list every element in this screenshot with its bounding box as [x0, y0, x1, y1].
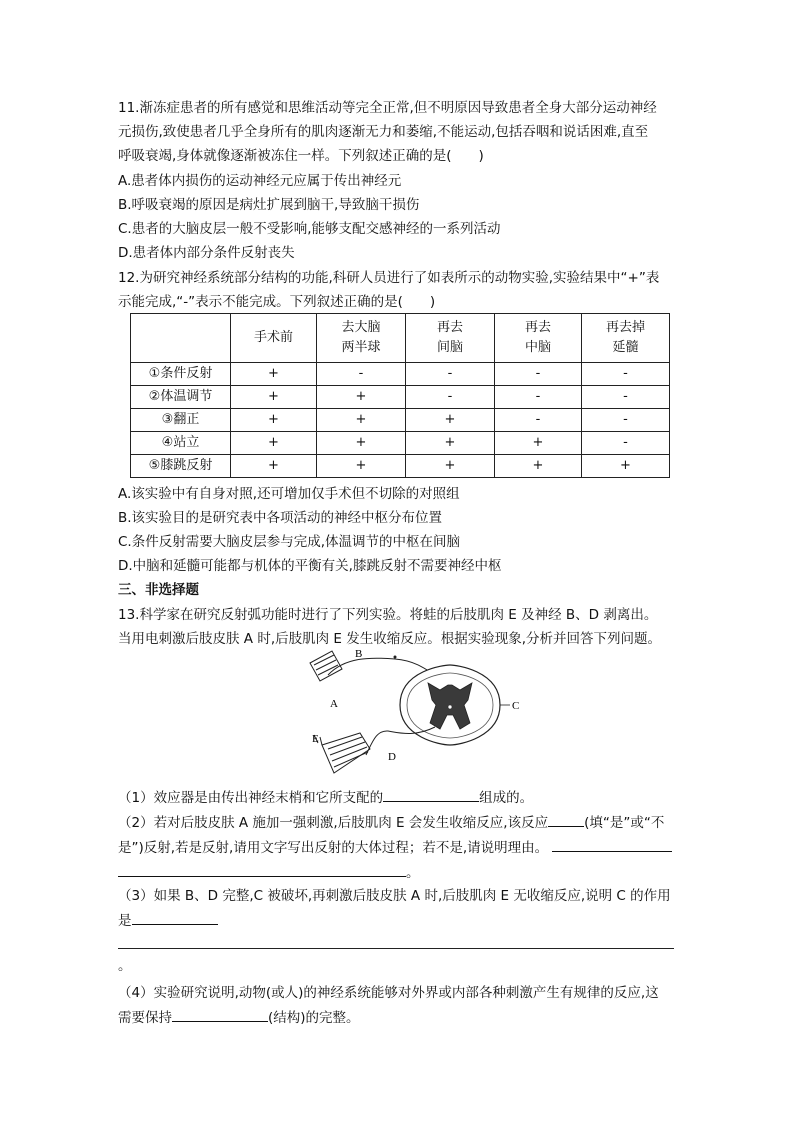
q13-p2-text-2: 是”)反射,若是反射,请用文字写出反射的大体过程；若不是,请说明理由。 [118, 840, 549, 856]
q13-part-3-line-1: （3）如果 B、D 完整,C 被破坏,再刺激后肢皮肤 A 时,后肢肌肉 E 无收缩反应,说明 C 的作用 [118, 888, 671, 904]
q11-option-b: B.呼吸衰竭的原因是病灶扩展到脑干,导致脑干损伤 [118, 197, 420, 213]
table-cell: + [317, 432, 406, 455]
q13-p2-text: （2）若对后肢皮肤 A 施加一强刺激,后肢肌肉 E 会发生收缩反应,该反应 [118, 815, 549, 831]
table-cell: - [582, 363, 670, 386]
table-header-cell: 去大脑 两半球 [317, 314, 406, 363]
answer-blank-5[interactable] [132, 910, 218, 925]
answer-blank-2[interactable] [548, 812, 584, 827]
q13-p3-text: 是 [118, 913, 132, 929]
q13-stem-line-2: 当用电刺激后肢皮肤 A 时,后肢肌肉 E 发生收缩反应。根据实验现象,分析并回答下列问题。 [118, 631, 662, 647]
table-cell: - [582, 432, 670, 455]
answer-blank-7[interactable] [172, 1007, 268, 1022]
q12-stem-line-1: 12.为研究神经系统部分结构的功能,科研人员进行了如表所示的动物实验,实验结果中“+”表 [118, 270, 660, 286]
q11-option-d: D.患者体内部分条件反射丧失 [118, 245, 295, 261]
q13-stem-line-1: 13.科学家在研究反射弧功能时进行了下列实验。将蛙的后肢肌肉 E 及神经 B、D 剥离出。 [118, 607, 658, 623]
q12-option-a: A.该实验中有自身对照,还可增加仅手术但不切除的对照组 [118, 486, 460, 502]
experiment-table [130, 313, 670, 478]
muscle-e-shape [314, 733, 370, 773]
q13-p1-tail: 组成的。 [479, 790, 534, 806]
q12-option-b: B.该实验目的是研究表中各项活动的神经中枢分布位置 [118, 510, 443, 526]
stimulus-dot [394, 656, 397, 659]
q13-part-3-line-4: 。 [118, 958, 132, 974]
table-cell: - [406, 363, 495, 386]
label-b: B [355, 648, 363, 660]
table-cell: + [231, 386, 317, 409]
table-row [131, 409, 670, 432]
table-cell: - [495, 386, 582, 409]
section-heading: 三、非选择题 [118, 582, 199, 598]
q13-part-4-line-2 [118, 1007, 678, 1028]
label-e: E [312, 733, 319, 745]
q12-stem-line-2: 示能完成,“-”表示不能完成。下列叙述正确的是( ) [118, 294, 436, 310]
table-header-cell: 再去 间脑 [406, 314, 495, 363]
q13-p1-text: （1）效应器是由传出神经末梢和它所支配的 [118, 790, 384, 806]
table-cell: + [231, 409, 317, 432]
row-label: ③翻正 [131, 409, 231, 432]
table-cell: + [406, 409, 495, 432]
table-cell: + [231, 432, 317, 455]
label-c: C [512, 700, 520, 712]
q13-p4-tail: (结构)的完整。 [268, 1010, 360, 1026]
table-cell: - [495, 409, 582, 432]
table-row [131, 455, 670, 478]
row-label: ②体温调节 [131, 386, 231, 409]
table-header-row [131, 314, 670, 363]
table-cell: - [582, 409, 670, 432]
row-label: ⑤膝跳反射 [131, 455, 231, 478]
table-cell: + [495, 455, 582, 478]
answer-line-6[interactable] [118, 948, 674, 949]
q13-p4-text: 需要保持 [118, 1010, 172, 1026]
skin-a-shape [310, 651, 342, 681]
q13-p2-end: 。 [406, 865, 420, 881]
q11-stem-line-1: 11.渐冻症患者的所有感觉和思维活动等完全正常,但不明原因导致患者全身大部分运动神经 [118, 100, 657, 116]
answer-blank-1[interactable] [383, 787, 479, 802]
table-cell: + [317, 386, 406, 409]
table-cell: + [582, 455, 670, 478]
answer-blank-4[interactable] [118, 862, 406, 877]
label-a: A [330, 698, 338, 710]
table-cell: + [317, 409, 406, 432]
q13-part-3-line-2 [118, 910, 678, 931]
table-row [131, 432, 670, 455]
table-cell: + [495, 432, 582, 455]
table-cell: + [231, 455, 317, 478]
q11-option-a: A.患者体内损伤的运动神经元应属于传出神经元 [118, 173, 402, 189]
table-row [131, 386, 670, 409]
reflex-arc-diagram [300, 645, 540, 780]
table-cell: + [406, 432, 495, 455]
q13-part-2-line-2 [118, 837, 678, 858]
label-d: D [388, 751, 396, 763]
table-cell: - [317, 363, 406, 386]
q13-part-1 [118, 787, 678, 808]
q13-part-2-line-3 [118, 862, 678, 883]
nerve-d-path [366, 727, 435, 755]
q12-option-c: C.条件反射需要大脑皮层参与完成,体温调节的中枢在间脑 [118, 534, 461, 550]
table-header-cell: 再去掉 延髓 [582, 314, 670, 363]
q11-option-c: C.患者的大脑皮层一般不受影响,能够支配交感神经的一系列活动 [118, 221, 501, 237]
q13-part-2-line-1 [118, 812, 678, 833]
table-cell: + [317, 455, 406, 478]
q13-part-4-line-1: （4）实验研究说明,动物(或人)的神经系统能够对外界或内部各种刺激产生有规律的反应,这 [118, 985, 659, 1001]
q13-p2-tail: (填“是”或“不 [584, 815, 665, 831]
row-label: ④站立 [131, 432, 231, 455]
q12-option-d: D.中脑和延髓可能都与机体的平衡有关,膝跳反射不需要神经中枢 [118, 558, 502, 574]
table-header-cell: 手术前 [231, 314, 317, 363]
table-cell: - [495, 363, 582, 386]
table-cell: - [406, 386, 495, 409]
q11-stem-line-2: 元损伤,致使患者几乎全身所有的肌肉逐渐无力和萎缩,不能运动,包括吞咽和说话困难,直至 [118, 124, 649, 140]
table-cell: - [582, 386, 670, 409]
table-cell: + [406, 455, 495, 478]
table-row [131, 363, 670, 386]
table-header-cell: 再去 中脑 [495, 314, 582, 363]
answer-blank-3[interactable] [552, 837, 672, 852]
table-header-cell [131, 314, 231, 363]
q11-stem-line-3: 呼吸衰竭,身体就像逐渐被冻住一样。下列叙述正确的是( ) [118, 148, 484, 164]
table-cell: + [231, 363, 317, 386]
row-label: ①条件反射 [131, 363, 231, 386]
